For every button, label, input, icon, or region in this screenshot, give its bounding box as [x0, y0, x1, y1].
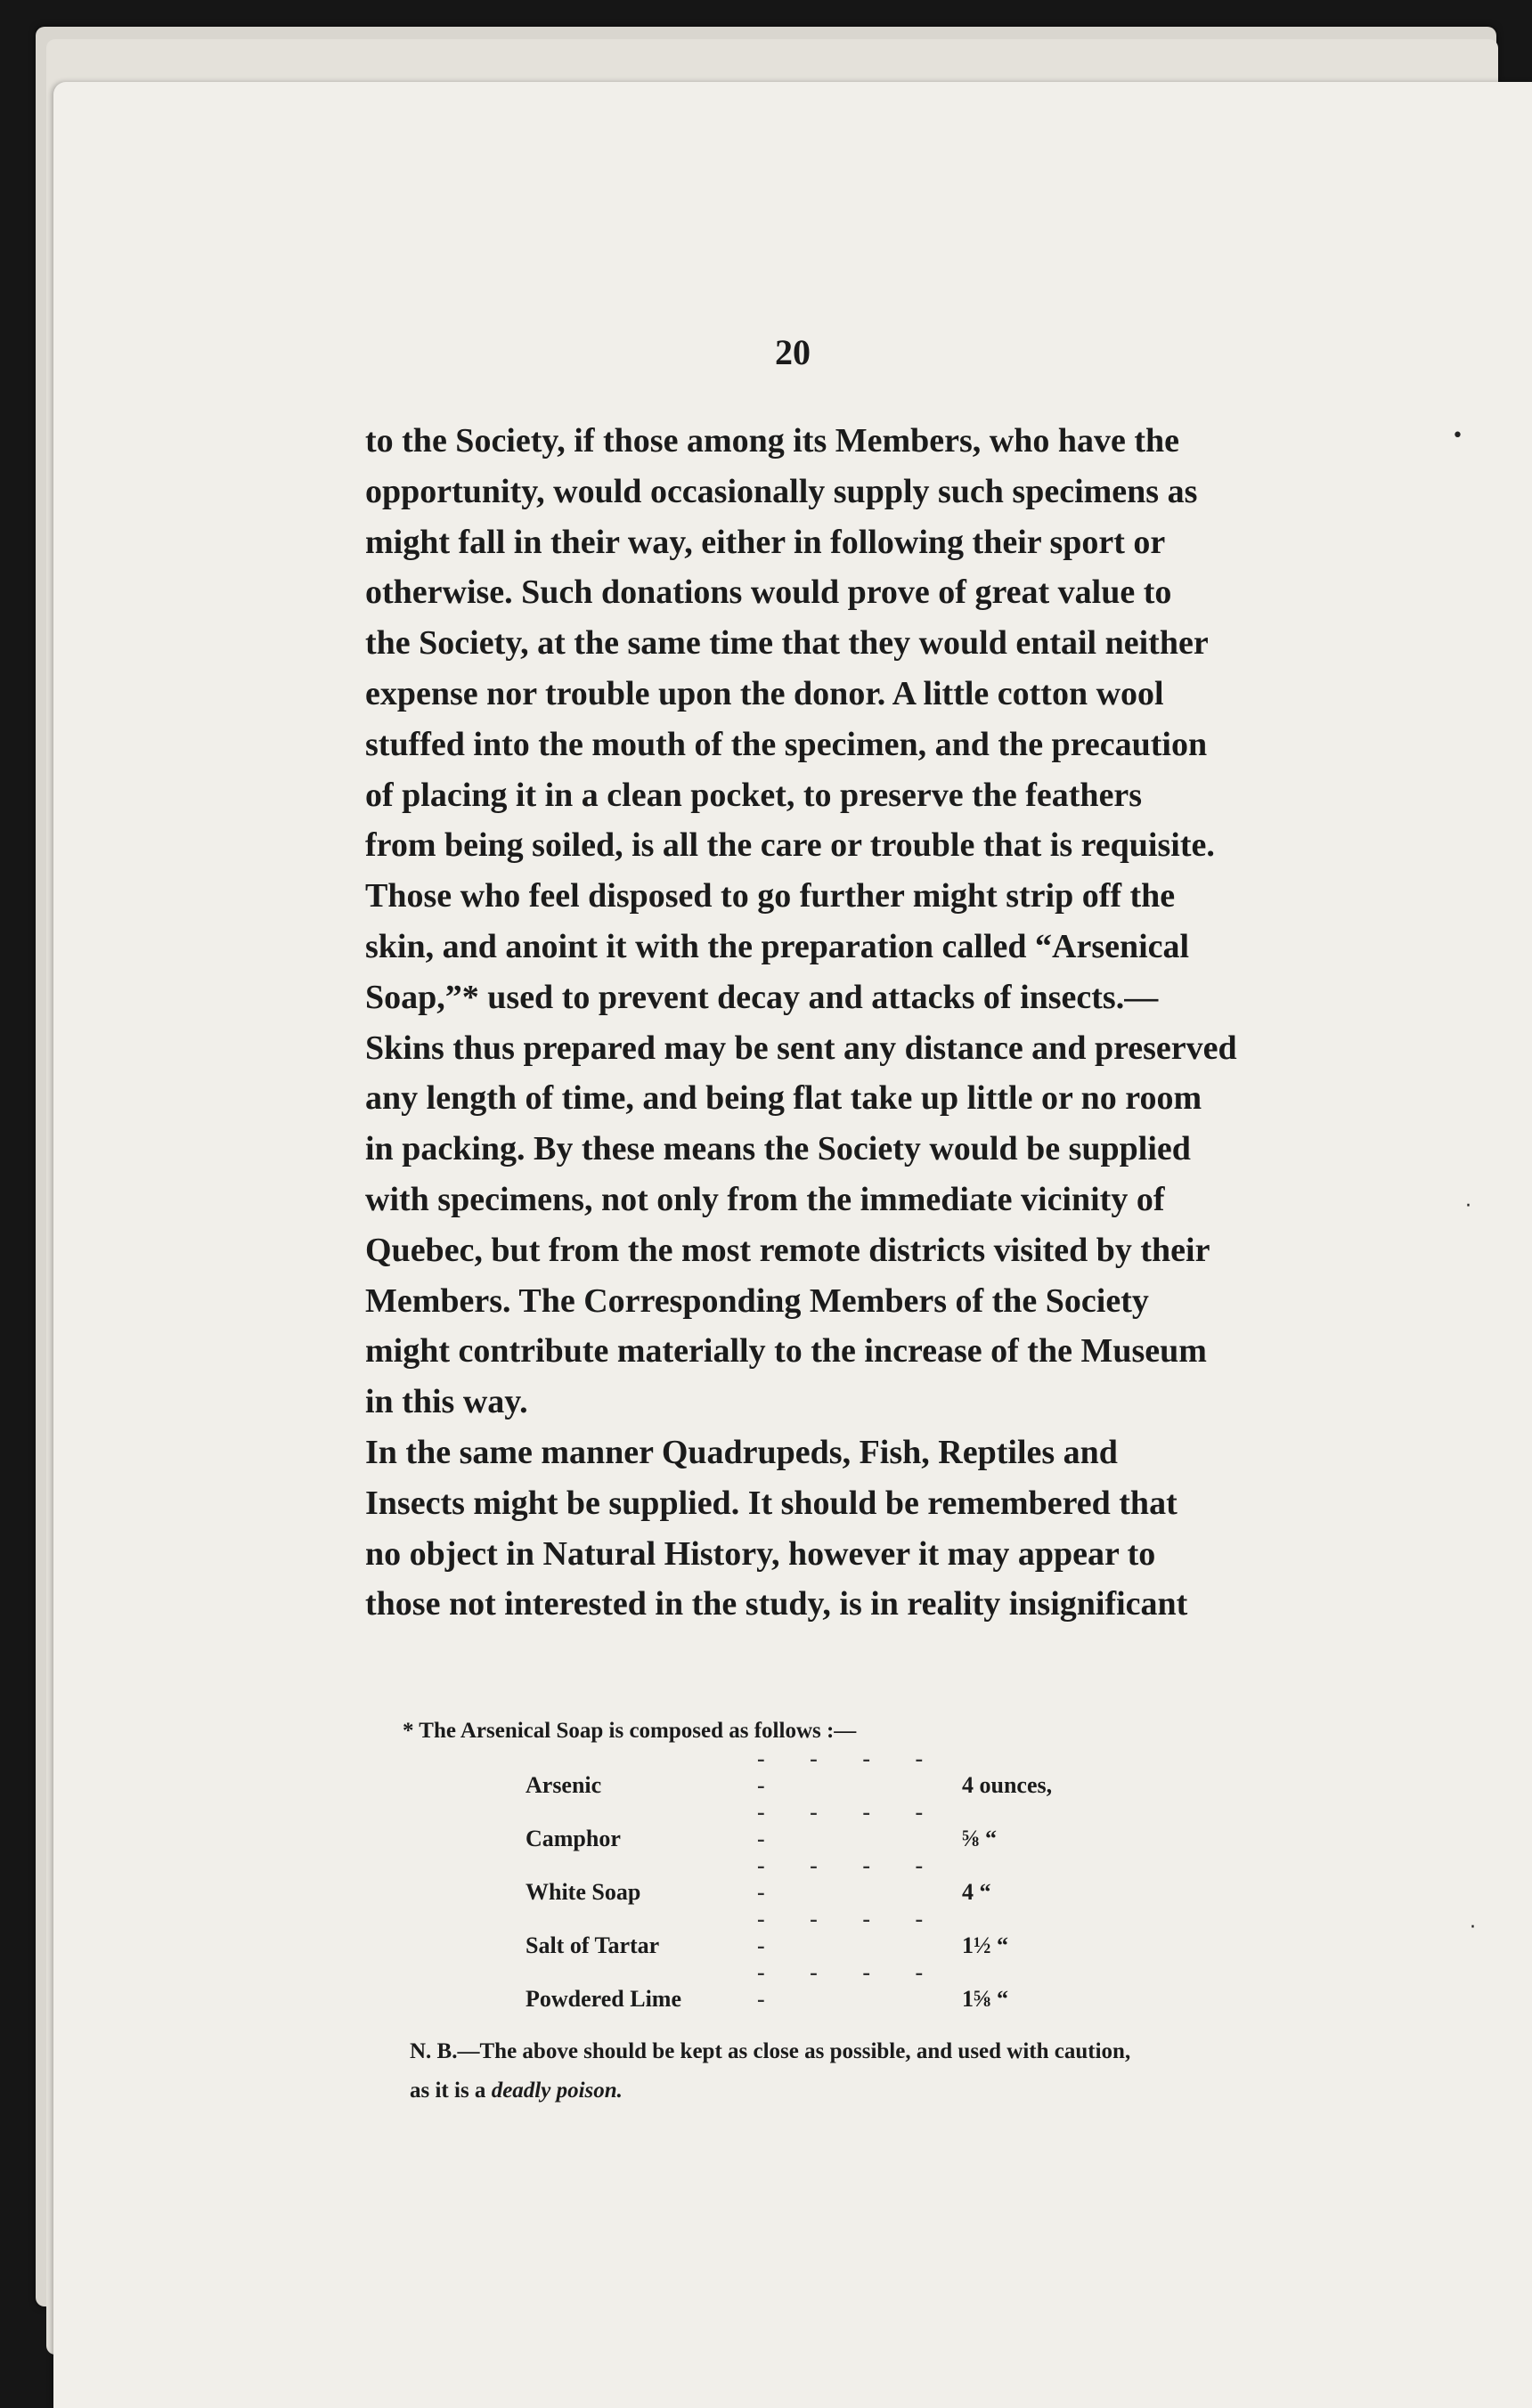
text-line: any length of time, and being flat take up little or no room	[365, 1079, 1202, 1118]
ingredient-quantity: 4 ounces,	[962, 1772, 1053, 1798]
ingredient-name: Powdered Lime	[526, 1986, 681, 2012]
footnote-intro: * The Arsenical Soap is composed as follows :—	[403, 1719, 857, 1743]
text-line: of placing it in a clean pocket, to preserve the feathers	[365, 776, 1143, 814]
text-line: with specimens, not only from the immediate vicinity of	[365, 1180, 1165, 1218]
leader-dots: - - - - -	[757, 1959, 943, 2012]
text-line: otherwise. Such donations would prove of great value to	[365, 574, 1172, 612]
leader-dots: - - - - -	[757, 1906, 943, 1958]
nb-emphasis: deadly poison.	[491, 2079, 623, 2103]
text-line: might fall in their way, either in following their sport or	[365, 523, 1166, 561]
ingredient-quantity: ⅝ “	[962, 1826, 997, 1851]
text-line: Those who feel disposed to go further might strip off the	[365, 877, 1176, 915]
leader-dots: - - - - -	[757, 1745, 943, 1798]
ingredient-name: Camphor	[526, 1826, 621, 1851]
book-page	[53, 82, 1532, 2408]
leader-dots: - - - - -	[757, 1799, 943, 1851]
nb-text-2: as it is a	[410, 2079, 492, 2103]
ingredient-name: White Soap	[526, 1879, 641, 1905]
text-line: opportunity, would occasionally supply such specimens as	[365, 472, 1198, 510]
text-line: Skins thus prepared may be sent any distance and preserved	[365, 1029, 1237, 1067]
footnote	[374, 1719, 1416, 2111]
text-line: skin, and anoint it with the preparation called “Arsenical	[365, 927, 1190, 965]
text-line: In the same manner Quadrupeds, Fish, Reptiles and	[365, 1433, 1118, 1471]
ingredient-table	[526, 1745, 1140, 2013]
text-line: to the Society, if those among its Members, who have the	[365, 422, 1180, 460]
leader-dots: - - - - -	[757, 1852, 943, 1905]
nota-bene	[374, 2032, 1416, 2111]
text-line: no object in Natural History, however it may appear to	[365, 1534, 1156, 1573]
text-line: Members. The Corresponding Members of the Society	[365, 1281, 1149, 1320]
ingredient-name: Arsenic	[526, 1772, 602, 1798]
text-line: stuffed into the mouth of the specimen, and the precaution	[365, 725, 1208, 763]
ingredient-row	[526, 1906, 1140, 1959]
ingredient-row	[526, 1799, 1140, 1852]
ingredient-row	[526, 1852, 1140, 1906]
text-line: expense nor trouble upon the donor. A little cotton wool	[365, 674, 1164, 712]
ingredient-name: Salt of Tartar	[526, 1932, 660, 1958]
margin-speck: ·	[1470, 1916, 1476, 1939]
text-line: Insects might be supplied. It should be remembered that	[365, 1484, 1178, 1522]
nb-label: N. B.	[410, 2039, 458, 2063]
nb-text: —The above should be kept as close as possible, and used with caution,	[457, 2039, 1131, 2063]
text-line: the Society, at the same time that they would entail neither	[365, 624, 1209, 663]
margin-speck: ·	[1465, 1195, 1471, 1217]
body-text	[365, 416, 1406, 1630]
ingredient-row	[526, 1745, 1140, 1799]
text-line: might contribute materially to the increase of the Museum	[365, 1332, 1207, 1371]
text-line: in packing. By these means the Society would be supplied	[365, 1130, 1191, 1168]
text-line: Quebec, but from the most remote districts visited by their	[365, 1231, 1210, 1269]
text-line: those not interested in the study, is in reality insignificant	[365, 1585, 1188, 1623]
ingredient-quantity: 1½ “	[962, 1932, 1008, 1958]
ingredient-quantity: 1⅝ “	[962, 1986, 1008, 2012]
ingredient-row	[526, 1959, 1140, 2013]
margin-speck: •	[1452, 425, 1463, 447]
page-number: 20	[775, 332, 811, 372]
text-line: Soap,”* used to prevent decay and attacks of insects.—	[365, 978, 1159, 1016]
text-line: from being soiled, is all the care or trouble that is requisite.	[365, 826, 1215, 865]
text-line: in this way.	[365, 1383, 528, 1421]
ingredient-quantity: 4 “	[962, 1879, 991, 1905]
